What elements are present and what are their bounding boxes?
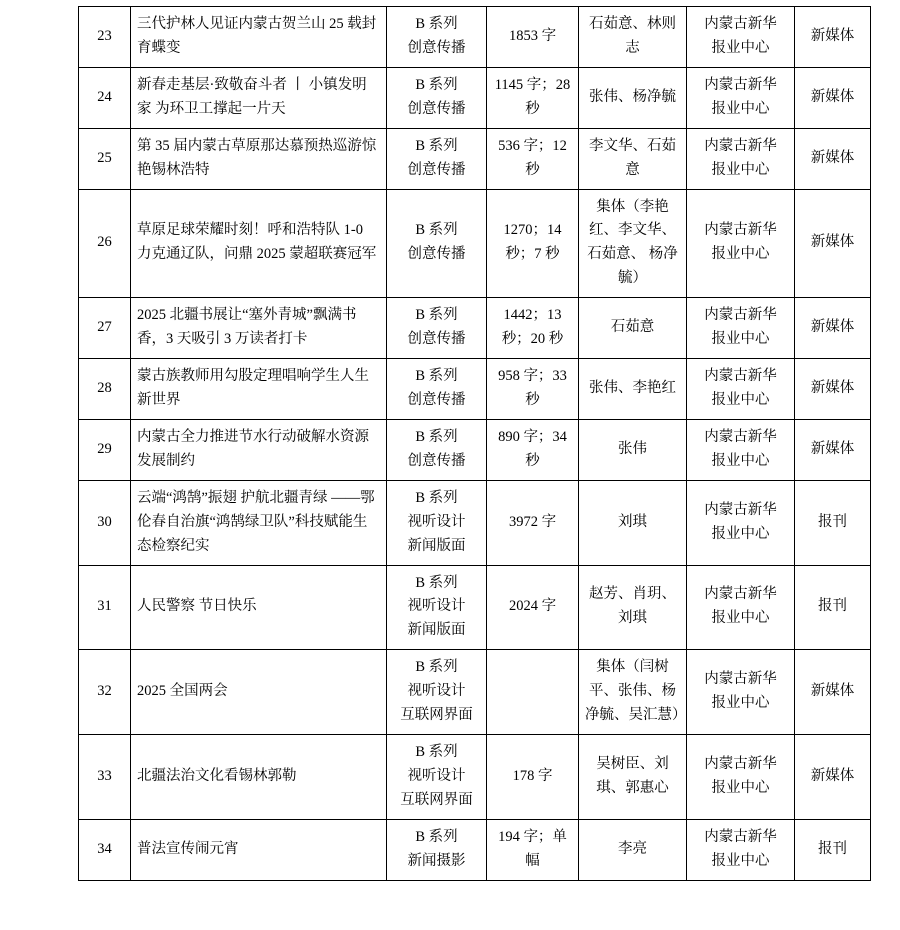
unit-line: 报业中心 — [711, 852, 770, 869]
unit-line: 内蒙古新华 — [704, 137, 777, 154]
table-row — [79, 67, 871, 128]
cell-title: 三代护林人见证内蒙古贺兰山 25 载封育蝶变 — [131, 7, 387, 68]
table-row — [79, 819, 871, 880]
unit-line: 报业中心 — [711, 39, 770, 56]
cell-media: 报刊 — [795, 565, 871, 650]
cell-media: 新媒体 — [795, 7, 871, 68]
cell-unit — [687, 565, 795, 650]
cell-authors: 刘琪 — [579, 480, 687, 565]
cell-media: 报刊 — [795, 819, 871, 880]
cell-category — [387, 359, 487, 420]
cell-media: 新媒体 — [795, 735, 871, 820]
cell-length — [487, 650, 579, 735]
cell-authors: 张伟 — [579, 419, 687, 480]
category-line: 视听设计 — [407, 767, 466, 784]
cell-category — [387, 565, 487, 650]
category-line: B 系列 — [415, 76, 458, 93]
cell-title: 2025 全国两会 — [131, 650, 387, 735]
unit-line: 报业中心 — [711, 391, 770, 408]
cell-length: 958 字；33 秒 — [487, 359, 579, 420]
category-line: B 系列 — [415, 489, 458, 506]
category-line: 创意传播 — [407, 452, 466, 469]
unit-line: 报业中心 — [711, 331, 770, 348]
category-line: 互联网界面 — [400, 707, 473, 724]
cell-title: 内蒙古全力推进节水行动破解水资源发展制约 — [131, 419, 387, 480]
cell-unit — [687, 819, 795, 880]
table-row — [79, 7, 871, 68]
unit-line: 内蒙古新华 — [704, 76, 777, 93]
cell-unit — [687, 480, 795, 565]
cell-category — [387, 650, 487, 735]
category-line: 新闻摄影 — [407, 852, 466, 869]
cell-unit — [687, 67, 795, 128]
cell-media: 报刊 — [795, 480, 871, 565]
cell-unit — [687, 7, 795, 68]
unit-line: 内蒙古新华 — [704, 756, 777, 772]
cell-index: 24 — [79, 67, 131, 128]
cell-length: 2024 字 — [487, 565, 579, 650]
cell-unit — [687, 419, 795, 480]
category-line: B 系列 — [415, 222, 458, 239]
cell-length: 536 字；12 秒 — [487, 128, 579, 189]
cell-length: 194 字；单幅 — [487, 819, 579, 880]
table-row — [79, 480, 871, 565]
category-line: 创意传播 — [407, 391, 466, 408]
unit-line: 内蒙古新华 — [704, 586, 777, 603]
category-line: 创意传播 — [407, 39, 466, 56]
cell-category — [387, 67, 487, 128]
cell-title: 云端“鸿鹄”振翅 护航北疆青绿 ——鄂伦春自治旗“鸿鹄绿卫队”科技赋能生态检察纪实 — [131, 480, 387, 565]
cell-category — [387, 189, 487, 298]
cell-title: 2025 北疆书展让“塞外青城”飘满书香，3 天吸引 3 万读者打卡 — [131, 298, 387, 359]
cell-authors: 赵芳、肖玥、刘琪 — [579, 565, 687, 650]
cell-unit — [687, 189, 795, 298]
unit-line: 内蒙古新华 — [704, 16, 777, 32]
cell-unit — [687, 650, 795, 735]
cell-title: 第 35 届内蒙古草原那达慕预热巡游惊艳锡林浩特 — [131, 128, 387, 189]
cell-media: 新媒体 — [795, 650, 871, 735]
cell-index: 27 — [79, 298, 131, 359]
table-body — [79, 7, 871, 881]
entries-table — [78, 6, 871, 881]
cell-media: 新媒体 — [795, 128, 871, 189]
cell-index: 34 — [79, 819, 131, 880]
category-line: B 系列 — [415, 659, 458, 676]
category-line: 互联网界面 — [400, 791, 473, 808]
cell-media: 新媒体 — [795, 359, 871, 420]
cell-unit — [687, 298, 795, 359]
category-line: B 系列 — [415, 16, 458, 32]
category-line: 创意传播 — [407, 100, 466, 117]
unit-line: 内蒙古新华 — [704, 222, 777, 239]
cell-title: 蒙古族教师用勾股定理唱响学生人生新世界 — [131, 359, 387, 420]
unit-line: 报业中心 — [711, 779, 770, 796]
cell-category — [387, 735, 487, 820]
table-row — [79, 735, 871, 820]
category-line: 创意传播 — [407, 331, 466, 348]
cell-index: 28 — [79, 359, 131, 420]
category-line: B 系列 — [415, 368, 458, 385]
unit-line: 内蒙古新华 — [704, 828, 777, 845]
table-row — [79, 650, 871, 735]
cell-length: 3972 字 — [487, 480, 579, 565]
cell-index: 33 — [79, 735, 131, 820]
cell-index: 32 — [79, 650, 131, 735]
category-line: B 系列 — [415, 428, 458, 445]
cell-authors: 石茹意 — [579, 298, 687, 359]
table-row — [79, 128, 871, 189]
cell-title: 北疆法治文化看锡林郭勒 — [131, 735, 387, 820]
unit-line: 报业中心 — [711, 525, 770, 542]
unit-line: 内蒙古新华 — [704, 368, 777, 385]
category-line: B 系列 — [415, 137, 458, 154]
cell-index: 26 — [79, 189, 131, 298]
cell-length: 1442；13 秒；20 秒 — [487, 298, 579, 359]
category-line: B 系列 — [415, 307, 458, 324]
table-row — [79, 189, 871, 298]
cell-authors: 张伟、杨净毓 — [579, 67, 687, 128]
cell-length: 1145 字；28 秒 — [487, 67, 579, 128]
table-row — [79, 359, 871, 420]
category-line: B 系列 — [415, 744, 458, 761]
cell-media: 新媒体 — [795, 419, 871, 480]
unit-line: 报业中心 — [711, 246, 770, 263]
unit-line: 报业中心 — [711, 452, 770, 469]
cell-category — [387, 419, 487, 480]
cell-category — [387, 480, 487, 565]
cell-authors: 吴树臣、刘琪、郭惠心 — [579, 735, 687, 820]
table-row — [79, 419, 871, 480]
cell-length: 1270；14 秒；7 秒 — [487, 189, 579, 298]
unit-line: 内蒙古新华 — [704, 501, 777, 518]
table-row — [79, 298, 871, 359]
cell-unit — [687, 735, 795, 820]
cell-category — [387, 819, 487, 880]
unit-line: 报业中心 — [711, 100, 770, 117]
category-line: 视听设计 — [407, 598, 466, 615]
unit-line: 报业中心 — [711, 161, 770, 178]
cell-length: 890 字；34 秒 — [487, 419, 579, 480]
category-line: 视听设计 — [407, 683, 466, 700]
cell-index: 25 — [79, 128, 131, 189]
cell-category — [387, 7, 487, 68]
cell-unit — [687, 128, 795, 189]
cell-title: 新春走基层·致敬奋斗者 丨 小镇发明家 为环卫工撑起一片天 — [131, 67, 387, 128]
cell-title: 人民警察 节日快乐 — [131, 565, 387, 650]
category-line: 创意传播 — [407, 161, 466, 178]
table-row — [79, 565, 871, 650]
cell-media: 新媒体 — [795, 298, 871, 359]
unit-line: 内蒙古新华 — [704, 307, 777, 324]
cell-length: 1853 字 — [487, 7, 579, 68]
cell-authors: 石茹意、林则志 — [579, 7, 687, 68]
cell-index: 31 — [79, 565, 131, 650]
unit-line: 报业中心 — [711, 610, 770, 627]
category-line: B 系列 — [415, 828, 458, 845]
cell-media: 新媒体 — [795, 67, 871, 128]
cell-length: 178 字 — [487, 735, 579, 820]
cell-index: 23 — [79, 7, 131, 68]
cell-authors: 集体（闫树平、张伟、杨净毓、吴汇慧） — [579, 650, 687, 735]
category-line: B 系列 — [415, 574, 458, 591]
cell-unit — [687, 359, 795, 420]
unit-line: 报业中心 — [711, 695, 770, 712]
cell-index: 30 — [79, 480, 131, 565]
cell-title: 草原足球荣耀时刻！呼和浩特队 1-0 力克通辽队，问鼎 2025 蒙超联赛冠军 — [131, 189, 387, 298]
cell-authors: 李亮 — [579, 819, 687, 880]
category-line: 创意传播 — [407, 246, 466, 263]
cell-authors: 张伟、李艳红 — [579, 359, 687, 420]
category-line: 视听设计 — [407, 513, 466, 530]
cell-index: 29 — [79, 419, 131, 480]
unit-line: 内蒙古新华 — [704, 671, 777, 688]
cell-media: 新媒体 — [795, 189, 871, 298]
cell-title: 普法宣传闹元宵 — [131, 819, 387, 880]
category-line: 新闻版面 — [407, 622, 466, 639]
unit-line: 内蒙古新华 — [704, 428, 777, 445]
cell-authors: 集体（李艳红、李文华、石茹意、 杨净毓） — [579, 189, 687, 298]
category-line: 新闻版面 — [407, 537, 466, 554]
cell-authors: 李文华、石茹意 — [579, 128, 687, 189]
cell-category — [387, 128, 487, 189]
cell-category — [387, 298, 487, 359]
